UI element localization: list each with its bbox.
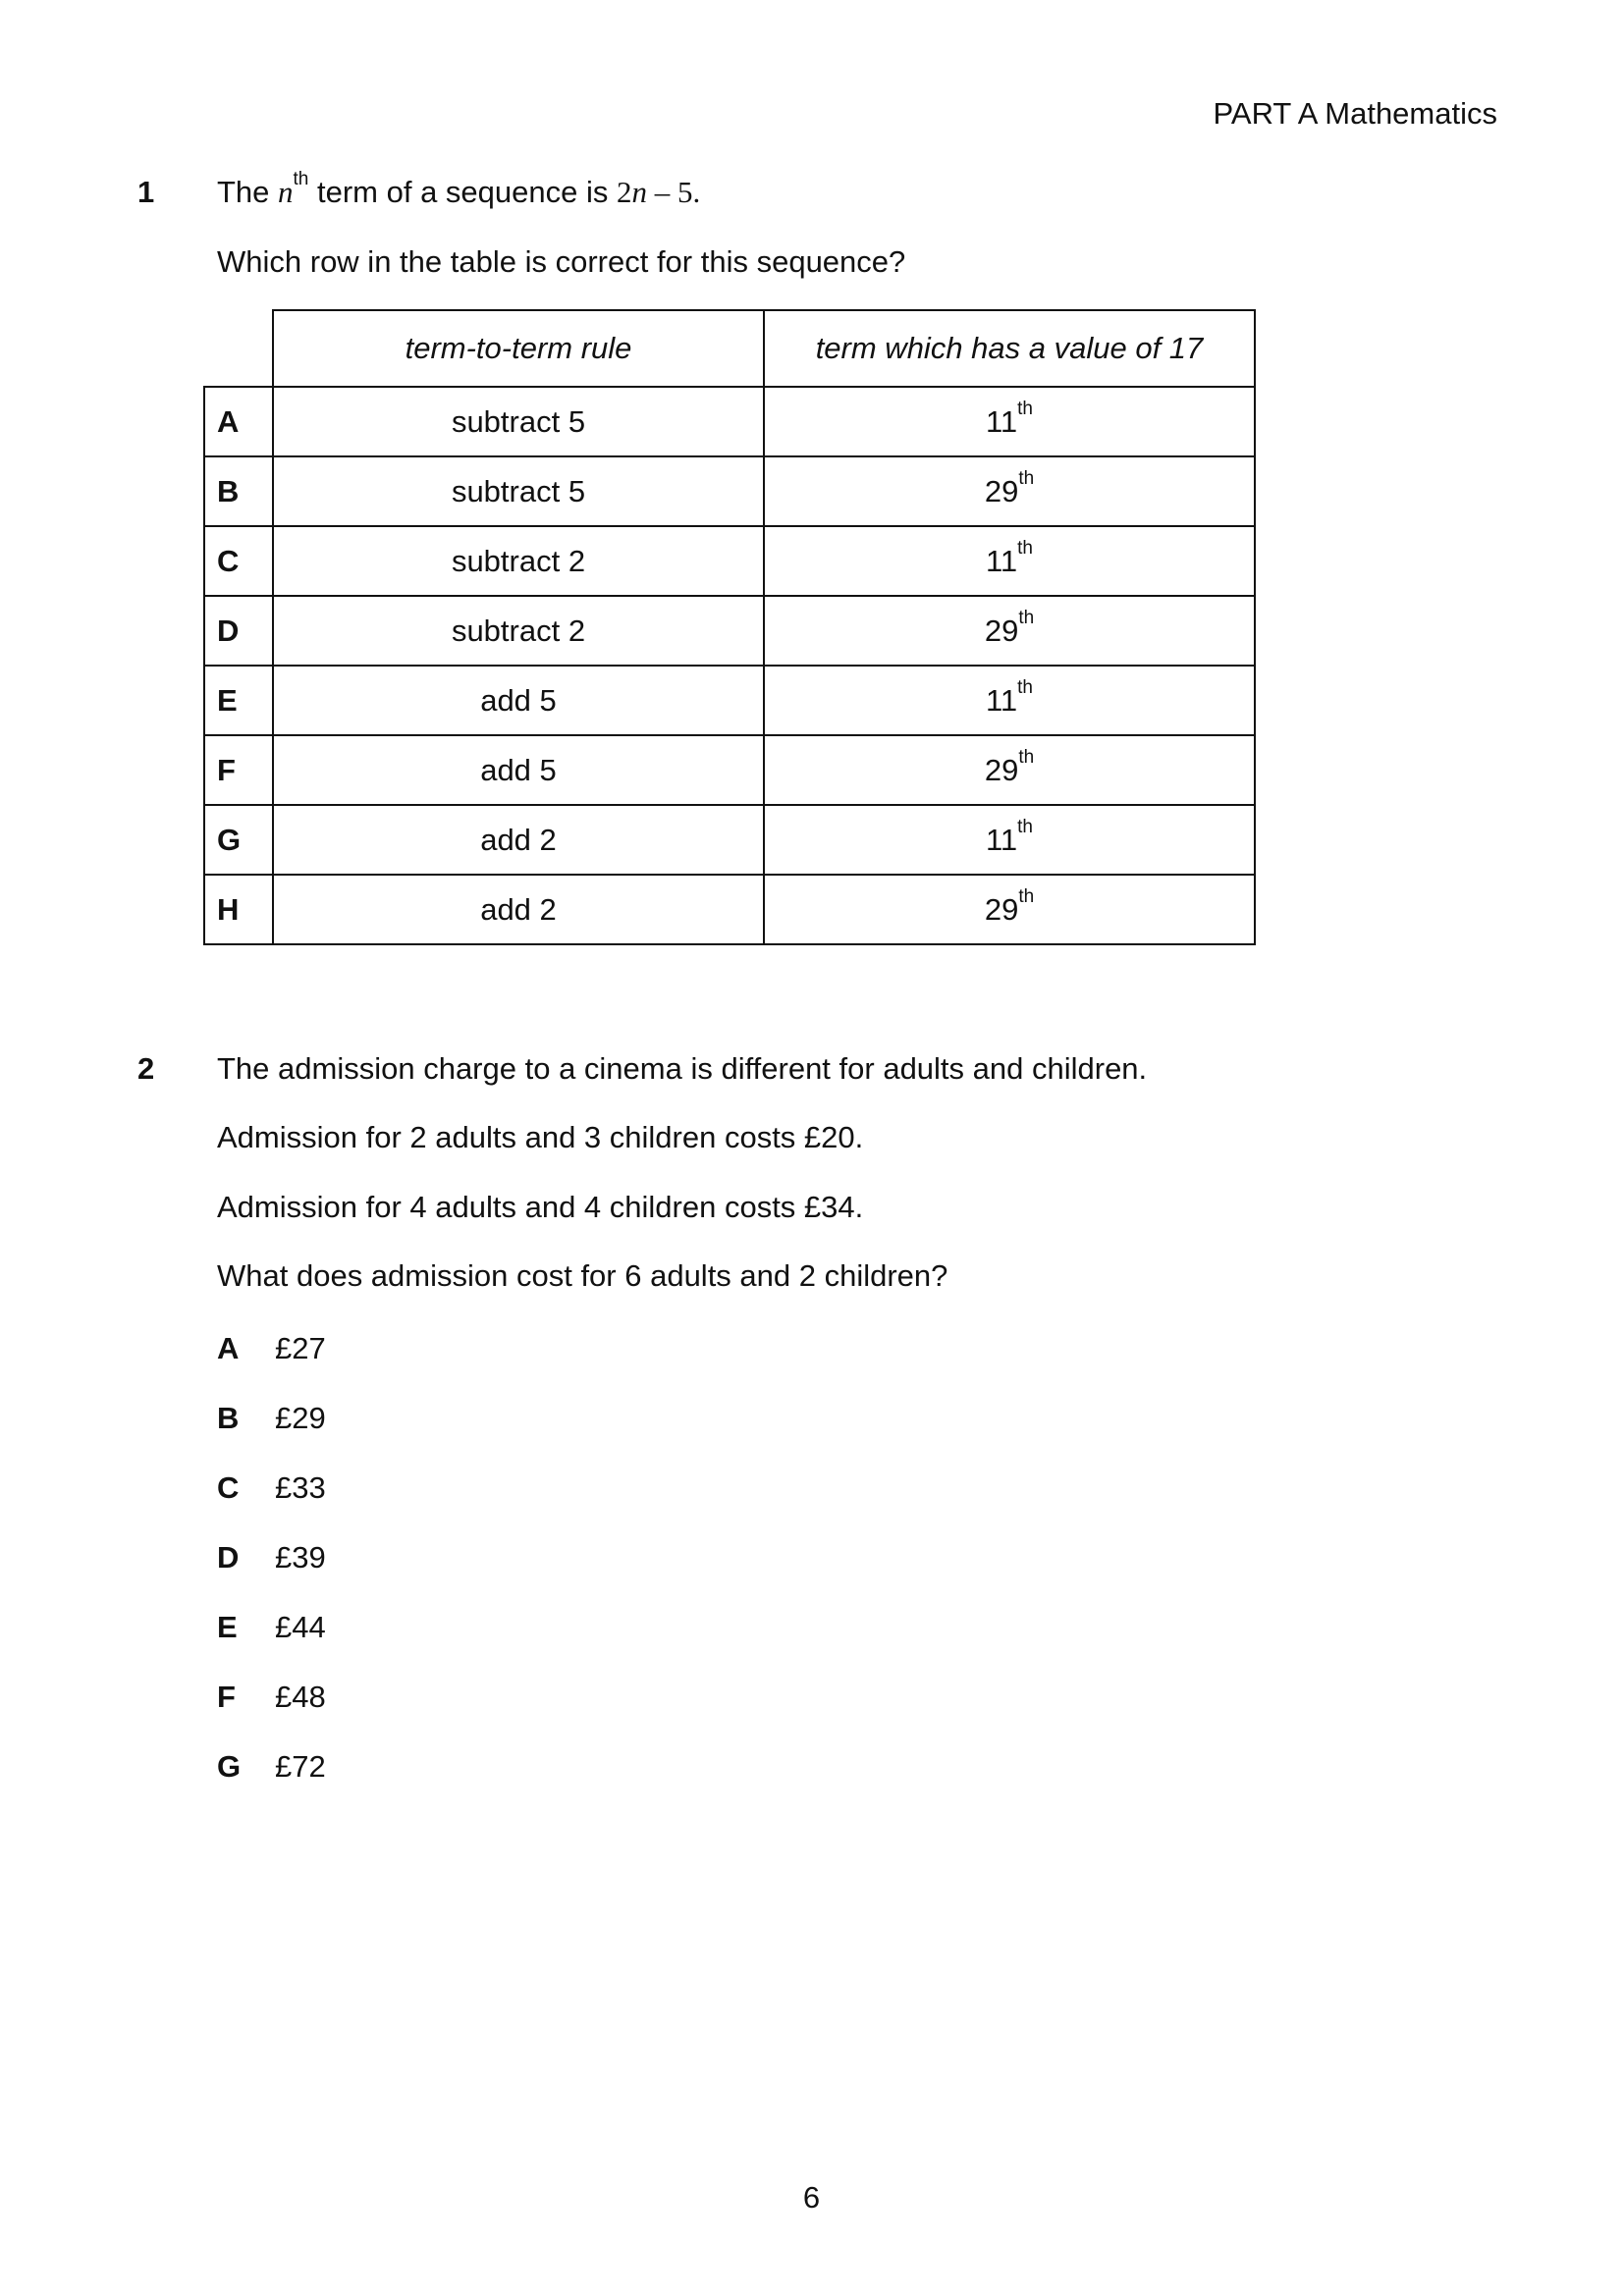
option-letter: B [217, 1401, 240, 1435]
table-row [204, 805, 1255, 875]
answer-option [217, 1680, 326, 1715]
question-1-stem [217, 169, 701, 210]
option-value: £72 [275, 1749, 326, 1784]
row-rule: add 5 [273, 735, 764, 805]
option-value: £33 [275, 1470, 326, 1505]
question-2-line: Admission for 4 adults and 4 children costs £34. [217, 1190, 864, 1224]
sequence-table [203, 309, 1256, 945]
term-suffix: th [1018, 467, 1035, 489]
section-header: PART A Mathematics [1213, 96, 1497, 131]
stem-expr-var: n [631, 175, 647, 209]
question-2-prompt: What does admission cost for 6 adults and 2 children? [217, 1258, 948, 1293]
row-term [764, 805, 1255, 875]
term-suffix: th [1018, 885, 1035, 907]
table-row [204, 596, 1255, 666]
term-value: 11 [985, 822, 1018, 857]
term-suffix: th [1017, 676, 1034, 698]
stem-expr-num: 2 [617, 175, 632, 209]
answer-option [217, 1610, 326, 1645]
answer-option [217, 1401, 326, 1436]
option-letter: D [217, 1540, 240, 1575]
term-value: 29 [984, 613, 1019, 648]
term-suffix: th [1017, 398, 1034, 419]
row-term [764, 456, 1255, 526]
term-value: 11 [985, 403, 1018, 439]
row-letter: A [204, 387, 273, 456]
table-header-row [204, 310, 1255, 387]
row-rule: add 5 [273, 666, 764, 735]
row-letter: C [204, 526, 273, 596]
row-term [764, 526, 1255, 596]
term-suffix: th [1017, 537, 1034, 559]
stem-n: n [278, 175, 294, 209]
row-term [764, 666, 1255, 735]
stem-expr-rest: – 5. [647, 175, 701, 209]
option-letter: C [217, 1470, 240, 1505]
option-value: £44 [275, 1610, 326, 1644]
option-letter: A [217, 1331, 240, 1365]
answer-option [217, 1470, 326, 1506]
row-term [764, 596, 1255, 666]
answer-option [217, 1331, 326, 1366]
stem-intro: The [217, 175, 279, 209]
term-value: 29 [984, 891, 1019, 927]
question-1-number: 1 [137, 175, 155, 209]
table-row [204, 387, 1255, 456]
row-term [764, 875, 1255, 944]
option-value: £29 [275, 1401, 326, 1435]
term-suffix: th [1018, 746, 1035, 768]
table-corner-blank [204, 310, 273, 387]
option-letter: E [217, 1610, 238, 1644]
term-value: 11 [985, 682, 1018, 718]
row-letter: B [204, 456, 273, 526]
term-suffix: th [1017, 816, 1034, 837]
term-value: 29 [984, 752, 1019, 787]
table-row [204, 735, 1255, 805]
row-rule: subtract 2 [273, 526, 764, 596]
answer-option [217, 1749, 326, 1785]
row-rule: add 2 [273, 805, 764, 875]
table-row [204, 875, 1255, 944]
option-value: £48 [275, 1680, 326, 1714]
row-rule: subtract 2 [273, 596, 764, 666]
table-row [204, 526, 1255, 596]
table-row [204, 666, 1255, 735]
option-letter: G [217, 1749, 242, 1784]
question-2-number: 2 [137, 1051, 155, 1086]
row-rule: subtract 5 [273, 456, 764, 526]
row-term [764, 735, 1255, 805]
row-rule: add 2 [273, 875, 764, 944]
row-rule: subtract 5 [273, 387, 764, 456]
answer-option [217, 1540, 326, 1575]
table-row [204, 456, 1255, 526]
term-value: 11 [985, 543, 1018, 578]
question-2-line: Admission for 2 adults and 3 children costs £20. [217, 1120, 864, 1154]
term-suffix: th [1018, 607, 1035, 628]
option-value: £27 [275, 1331, 326, 1365]
row-letter: F [204, 735, 273, 805]
question-1-prompt: Which row in the table is correct for this sequence? [217, 244, 906, 279]
stem-mid: term of a sequence is [308, 175, 617, 209]
option-value: £39 [275, 1540, 326, 1575]
option-letter: F [217, 1680, 236, 1714]
column-header-rule: term-to-term rule [273, 310, 764, 387]
stem-sup: th [293, 169, 309, 189]
row-letter: H [204, 875, 273, 944]
question-2-line: The admission charge to a cinema is different for adults and children. [217, 1051, 1148, 1086]
row-letter: D [204, 596, 273, 666]
row-letter: E [204, 666, 273, 735]
page-number: 6 [802, 2180, 821, 2215]
term-value: 29 [984, 473, 1019, 508]
column-header-term: term which has a value of 17 [764, 310, 1255, 387]
row-letter: G [204, 805, 273, 875]
row-term [764, 387, 1255, 456]
